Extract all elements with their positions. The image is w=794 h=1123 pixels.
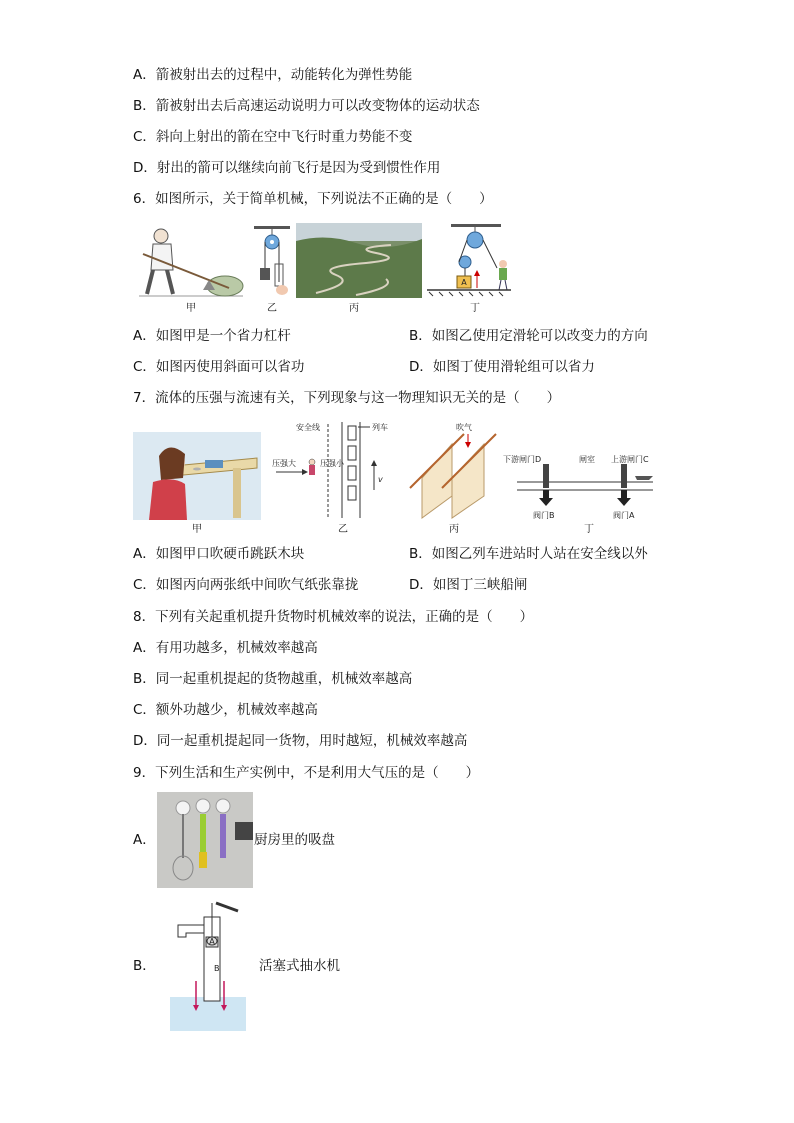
q6-option-d: D．如图丁使用滑轮组可以省力 xyxy=(409,359,595,375)
q8-stem: 8．下列有关起重机提升货物时机械效率的说法，正确的是（ ） xyxy=(133,609,534,625)
q6-caption-ding: 丁 xyxy=(470,303,480,314)
q8-option-c: C．额外功越少，机械效率越高 xyxy=(133,702,318,718)
q9-option-a-prefix: A． xyxy=(133,832,156,848)
q6-option-a: A．如图甲是一个省力杠杆 xyxy=(133,328,291,344)
q6-caption-bing: 丙 xyxy=(349,303,359,314)
q6-option-b: B．如图乙使用定滑轮可以改变力的方向 xyxy=(409,328,648,344)
q7-caption-yi: 乙 xyxy=(338,524,348,535)
low-pressure-label: 压强小 xyxy=(320,459,344,468)
q9-option-a-text: 厨房里的吸盘 xyxy=(254,832,335,848)
q5-option-c: C．斜向上射出的箭在空中飞行时重力势能不变 xyxy=(133,129,413,145)
q7-caption-bing: 丙 xyxy=(449,524,459,535)
q7-caption-ding: 丁 xyxy=(584,524,594,535)
q5-option-a: A．箭被射出去的过程中，动能转化为弹性势能 xyxy=(133,67,413,83)
piston-pump-figure xyxy=(166,897,250,1031)
q6-stem: 6．如图所示，关于简单机械，下列说法不正确的是（ ） xyxy=(133,191,493,207)
q5-option-b: B．箭被射出去后高速运动说明力可以改变物体的运动状态 xyxy=(133,98,480,114)
upstream-gate-label: 上游闸门C xyxy=(611,455,649,464)
mountain-road-photo xyxy=(296,223,422,298)
two-papers-figure xyxy=(408,420,498,520)
lock-chamber-label: 闸室 xyxy=(579,455,595,464)
valve-a-label: 阀门A xyxy=(613,511,635,520)
q7-option-d: D．如图丁三峡船闸 xyxy=(409,577,528,593)
downstream-gate-label: 下游闸门D xyxy=(503,455,542,464)
block-label: A xyxy=(461,278,467,287)
q6-caption-yi: 乙 xyxy=(267,303,277,314)
q6-option-c: C．如图丙使用斜面可以省功 xyxy=(133,359,305,375)
q8-option-d: D．同一起重机提起同一货物，用时越短，机械效率越高 xyxy=(133,733,468,749)
train-platform-figure xyxy=(272,420,404,520)
q7-caption-jia: 甲 xyxy=(192,524,202,535)
q9-option-b-text: 活塞式抽水机 xyxy=(259,958,340,974)
fixed-pulley-figure xyxy=(252,224,292,298)
q6-caption-jia: 甲 xyxy=(186,303,196,314)
q8-option-b: B．同一起重机提起的货物越重，机械效率越高 xyxy=(133,671,413,687)
q9-option-b-prefix: B． xyxy=(133,958,156,974)
blow-label: 吹气 xyxy=(456,423,472,432)
suction-cup-photo xyxy=(157,792,253,888)
q9-stem: 9．下列生活和生产实例中，不是利用大气压的是（ ） xyxy=(133,765,480,781)
q5-option-d: D．射出的箭可以继续向前飞行是因为受到惯性作用 xyxy=(133,160,441,176)
high-pressure-label: 压强大 xyxy=(272,459,296,468)
safety-line-label: 安全线 xyxy=(296,423,320,432)
valve-b-label: 阀门B xyxy=(533,511,555,520)
velocity-label: v xyxy=(378,475,383,484)
valve-b-pump-label: B xyxy=(214,964,220,973)
q7-stem: 7．流体的压强与流速有关，下列现象与这一物理知识无关的是（ ） xyxy=(133,390,561,406)
q8-option-a: A．有用功越多，机械效率越高 xyxy=(133,640,318,656)
piston-a-label: A xyxy=(209,937,215,946)
q7-option-b: B．如图乙列车进站时人站在安全线以外 xyxy=(409,546,648,562)
lever-figure xyxy=(137,224,245,298)
q7-option-c: C．如图丙向两张纸中间吹气纸张靠拢 xyxy=(133,577,359,593)
ship-lock-figure xyxy=(503,448,663,520)
coin-blow-figure xyxy=(133,432,261,520)
train-label: 列车 xyxy=(372,423,388,432)
q7-option-a: A．如图甲口吹硬币跳跃木块 xyxy=(133,546,305,562)
pulley-block-figure xyxy=(425,222,513,298)
